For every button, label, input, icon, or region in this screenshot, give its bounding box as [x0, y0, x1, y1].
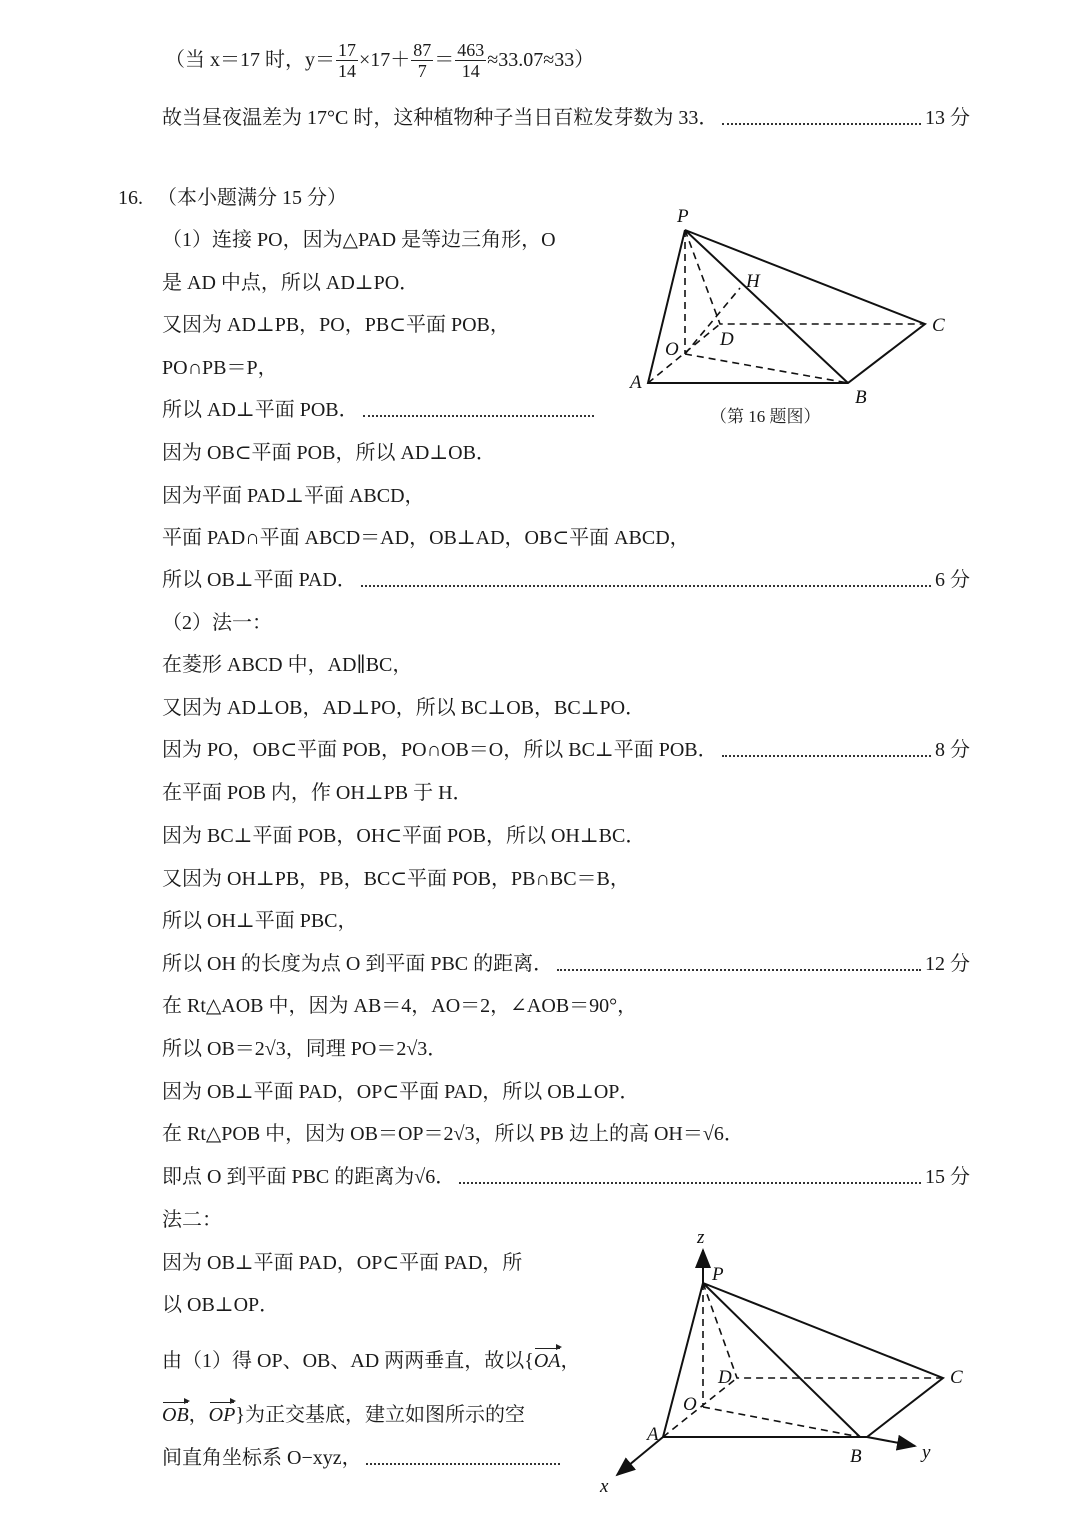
label-p: P — [712, 1264, 724, 1285]
formula-text: （当 x＝17 时，y＝ — [165, 49, 335, 71]
line-text: 因为 OB⊥平面 PAD，OP⊂平面 PAD，所 — [162, 1252, 523, 1274]
denominator: 14 — [461, 60, 480, 81]
numerator: 463 — [457, 39, 485, 60]
line-text: 在平面 POB 内，作 OH⊥PB 于 H． — [162, 782, 473, 804]
line-text: 在菱形 ABCD 中，AD∥BC， — [162, 654, 413, 676]
line-text: 平面 PAD∩平面 ABCD＝AD，OB⊥AD，OB⊂平面 ABCD， — [162, 527, 690, 549]
score: 15 分 — [925, 1166, 970, 1188]
line-text: 故当昼夜温差为 17°C 时，这种植物种子当日百粒发芽数为 33． — [162, 107, 719, 129]
line-text: ， — [560, 1350, 581, 1372]
vector-oa: OA — [534, 1346, 561, 1376]
denominator: 14 — [338, 60, 356, 81]
line-text: 所以 OH⊥平面 PBC， — [162, 910, 358, 932]
label-d: D — [718, 1367, 732, 1388]
line-text: 法二： — [162, 1209, 222, 1231]
line-text: 因为 OB⊥平面 PAD，OP⊂平面 PAD，所以 OB⊥OP． — [162, 1081, 640, 1103]
y-axis — [867, 1437, 915, 1446]
line-text: 由（1）得 OP、OB、AD 两两垂直，故以{ — [162, 1350, 534, 1372]
line-text: （2）法一： — [162, 612, 272, 634]
label-a: A — [647, 1424, 659, 1445]
line-text: 间直角坐标系 O−xyz， — [162, 1447, 362, 1469]
label-a: A — [630, 372, 642, 393]
label-c: C — [950, 1367, 963, 1388]
label-p: P — [677, 206, 689, 227]
line-text: 在 Rt△POB 中，因为 OB＝OP＝2√3，所以 PB 边上的高 OH＝√6． — [162, 1123, 744, 1145]
figure-caption: （第 16 题图） — [710, 407, 821, 426]
label-d: D — [720, 329, 734, 350]
vector-ob: OB — [162, 1400, 189, 1430]
line-text: 所以 OH 的长度为点 O 到平面 PBC 的距离． — [162, 953, 554, 975]
line-text: 即点 O 到平面 PBC 的距离为√6． — [162, 1166, 456, 1188]
label-x: x — [600, 1476, 609, 1497]
problem-title: （本小题满分 15 分） — [157, 187, 347, 209]
line-text: 又因为 AD⊥OB，AD⊥PO，所以 BC⊥OB，BC⊥PO． — [162, 697, 646, 719]
numerator: 87 — [413, 39, 432, 60]
pyramid-solid-edges — [663, 1283, 943, 1437]
denominator: 7 — [417, 60, 427, 81]
formula-text: ×17＋ — [359, 49, 411, 71]
line-text: （1）连接 PO，因为△PAD 是等边三角形，O — [162, 229, 556, 251]
pyramid-hidden-edges — [663, 1283, 943, 1437]
numerator: 17 — [338, 39, 356, 60]
problem-number: 16. — [118, 187, 143, 209]
line-text: 又因为 OH⊥PB，PB，BC⊂平面 POB，PB∩BC＝B， — [162, 868, 630, 890]
line-text: PO∩PB＝P， — [162, 357, 278, 379]
line-text: 因为 OB⊂平面 POB，所以 AD⊥OB． — [162, 442, 496, 464]
label-c: C — [932, 315, 945, 336]
line-text: 是 AD 中点，所以 AD⊥PO． — [162, 272, 420, 294]
label-b: B — [850, 1446, 862, 1467]
score: 13 分 — [925, 107, 970, 129]
label-z: z — [697, 1227, 705, 1248]
label-o: O — [665, 339, 679, 360]
line-text: 所以 OB⊥平面 PAD． — [162, 569, 357, 591]
line-text: 因为 BC⊥平面 POB，OH⊂平面 POB，所以 OH⊥BC． — [162, 825, 646, 847]
label-h: H — [746, 271, 760, 292]
line-text: ， — [188, 1404, 209, 1426]
line-text: 在 Rt△AOB 中，因为 AB＝4，AO＝2，∠AOB＝90°， — [162, 995, 638, 1017]
score: 8 分 — [935, 739, 970, 761]
line-text: 因为 PO，OB⊂平面 POB，PO∩OB＝O，所以 BC⊥平面 POB． — [162, 739, 718, 761]
line-text: 又因为 AD⊥PB，PO，PB⊂平面 POB， — [162, 314, 510, 336]
label-y: y — [922, 1442, 931, 1463]
label-b: B — [855, 387, 867, 408]
line-text: }为正交基底，建立如图所示的空 — [235, 1404, 525, 1426]
line-text: 因为平面 PAD⊥平面 ABCD， — [162, 485, 425, 507]
formula-text: ＝ — [434, 49, 455, 71]
line-text: 所以 AD⊥平面 POB． — [162, 399, 359, 421]
formula-text: ≈33.07≈33） — [487, 49, 595, 71]
score: 6 分 — [935, 569, 970, 591]
label-o: O — [683, 1394, 697, 1415]
line-text: 以 OB⊥OP． — [162, 1294, 280, 1316]
score: 12 分 — [925, 953, 970, 975]
line-text: 所以 OB＝2√3，同理 PO＝2√3． — [162, 1038, 448, 1060]
vector-op: OP — [209, 1400, 236, 1430]
